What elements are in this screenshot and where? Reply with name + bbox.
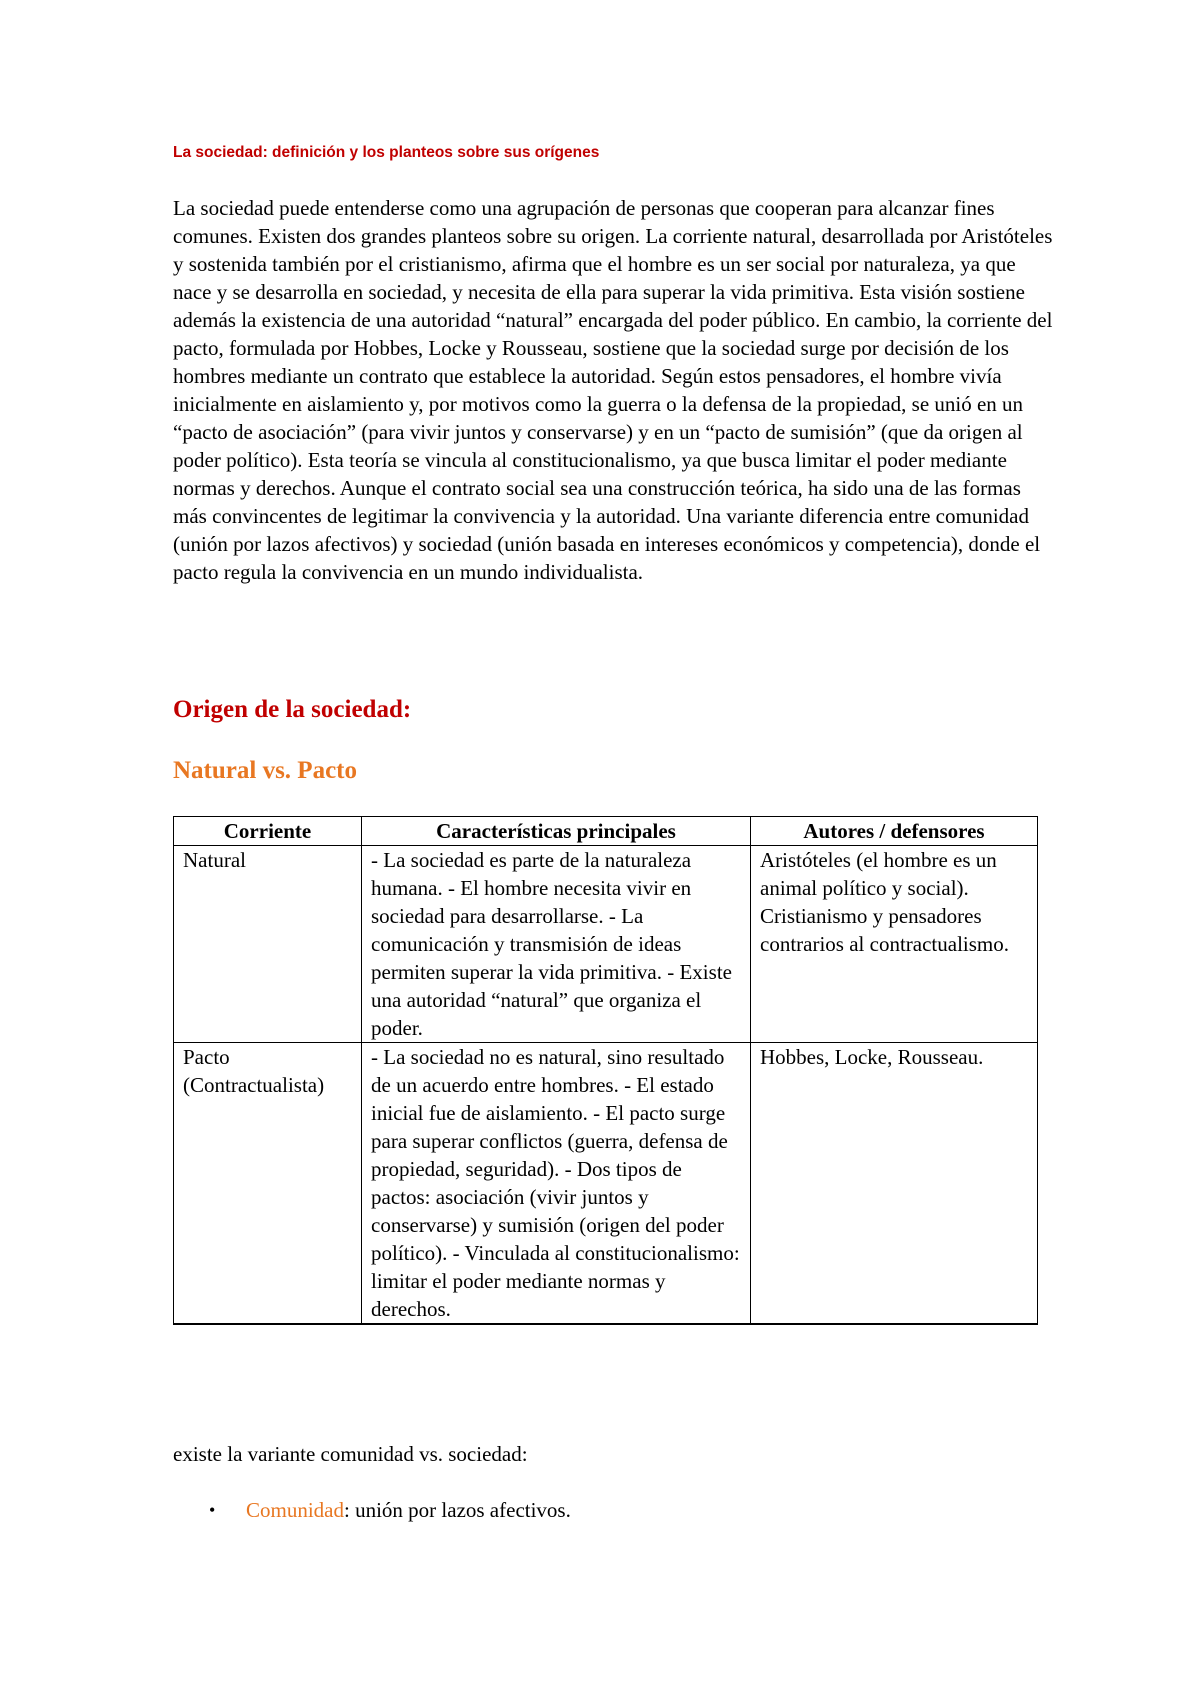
header-caracteristicas: Características principales — [362, 817, 751, 846]
list-item-text: : unión por lazos afectivos. — [344, 1498, 571, 1522]
variant-list — [173, 1496, 571, 1524]
cell-autores: Hobbes, Locke, Rousseau. — [751, 1043, 1038, 1325]
cell-corriente: Natural — [174, 846, 362, 1043]
list-item-term: Comunidad — [246, 1498, 344, 1522]
list-item — [173, 1496, 571, 1524]
header-autores: Autores / defensores — [751, 817, 1038, 846]
cell-caracteristicas: - La sociedad no es natural, sino resultado de un acuerdo entre hombres. - El estado inicial fue de aislamiento. - El pacto surge para superar conflictos (guerra, defensa de propiedad, seguridad). - Dos tipos de pactos: asociación (vivir juntos y conservarse) y sumisión (origen del poder político). - Vinculada al constitucionalismo: limitar el poder mediante normas y derechos. — [362, 1043, 751, 1325]
heading-origin: Origen de la sociedad: — [173, 696, 412, 723]
table-row — [174, 846, 1038, 1043]
header-corriente: Corriente — [174, 817, 362, 846]
table-header-row — [174, 817, 1038, 846]
variant-intro-text: existe la variante comunidad vs. sociedad: — [173, 1442, 528, 1466]
intro-paragraph: La sociedad puede entenderse como una agrupación de personas que cooperan para alcanzar fines comunes. Existen dos grandes planteos sobre su origen. La corriente natural, desarrollada por Aristóteles y sostenida también por el cristianismo, afirma que el hombre es un ser social por naturaleza, ya que nace y se desarrolla en sociedad, y necesita de ella para superar la vida primitiva. Esta visión sostiene además la existencia de una autoridad “natural” encargada del poder público. En cambio, la corriente del pacto, formulada por Hobbes, Locke y Rousseau, sostiene que la sociedad surge por decisión de los hombres mediante un contrato que establece la autoridad. Según estos pensadores, el hombre vivía inicialmente en aislamiento y, por motivos como la guerra o la defensa de la propiedad, se unió en un “pacto de asociación” (para vivir juntos y conservarse) y en un “pacto de sumisión” (que da origen al poder político). Esta teoría se vincula al constitucionalismo, ya que busca limitar el poder mediante normas y derechos. Aunque el contrato social sea una construcción teórica, ha sido una de las formas más convincentes de legitimar la convivencia y la autoridad. Una variante diferencia entre comunidad (unión por lazos afectivos) y sociedad (unión basada en intereses económicos y competencia), donde el pacto regula la convivencia en un mundo individualista. — [173, 196, 1053, 584]
heading-natural-vs-pacto: Natural vs. Pacto — [173, 757, 357, 784]
cell-corriente: Pacto (Contractualista) — [174, 1043, 362, 1325]
comparison-table — [173, 816, 1038, 1325]
document-title: La sociedad: definición y los planteos sobre sus orígenes — [173, 144, 600, 161]
table-row — [174, 1043, 1038, 1325]
cell-caracteristicas: - La sociedad es parte de la naturaleza humana. - El hombre necesita vivir en sociedad para desarrollarse. - La comunicación y transmisión de ideas permiten superar la vida primitiva. - Existe una autoridad “natural” que organiza el poder. — [362, 846, 751, 1043]
cell-autores: Aristóteles (el hombre es un animal político y social). Cristianismo y pensadores contrarios al contractualismo. — [751, 846, 1038, 1043]
bullet-icon: • — [209, 1500, 216, 1520]
